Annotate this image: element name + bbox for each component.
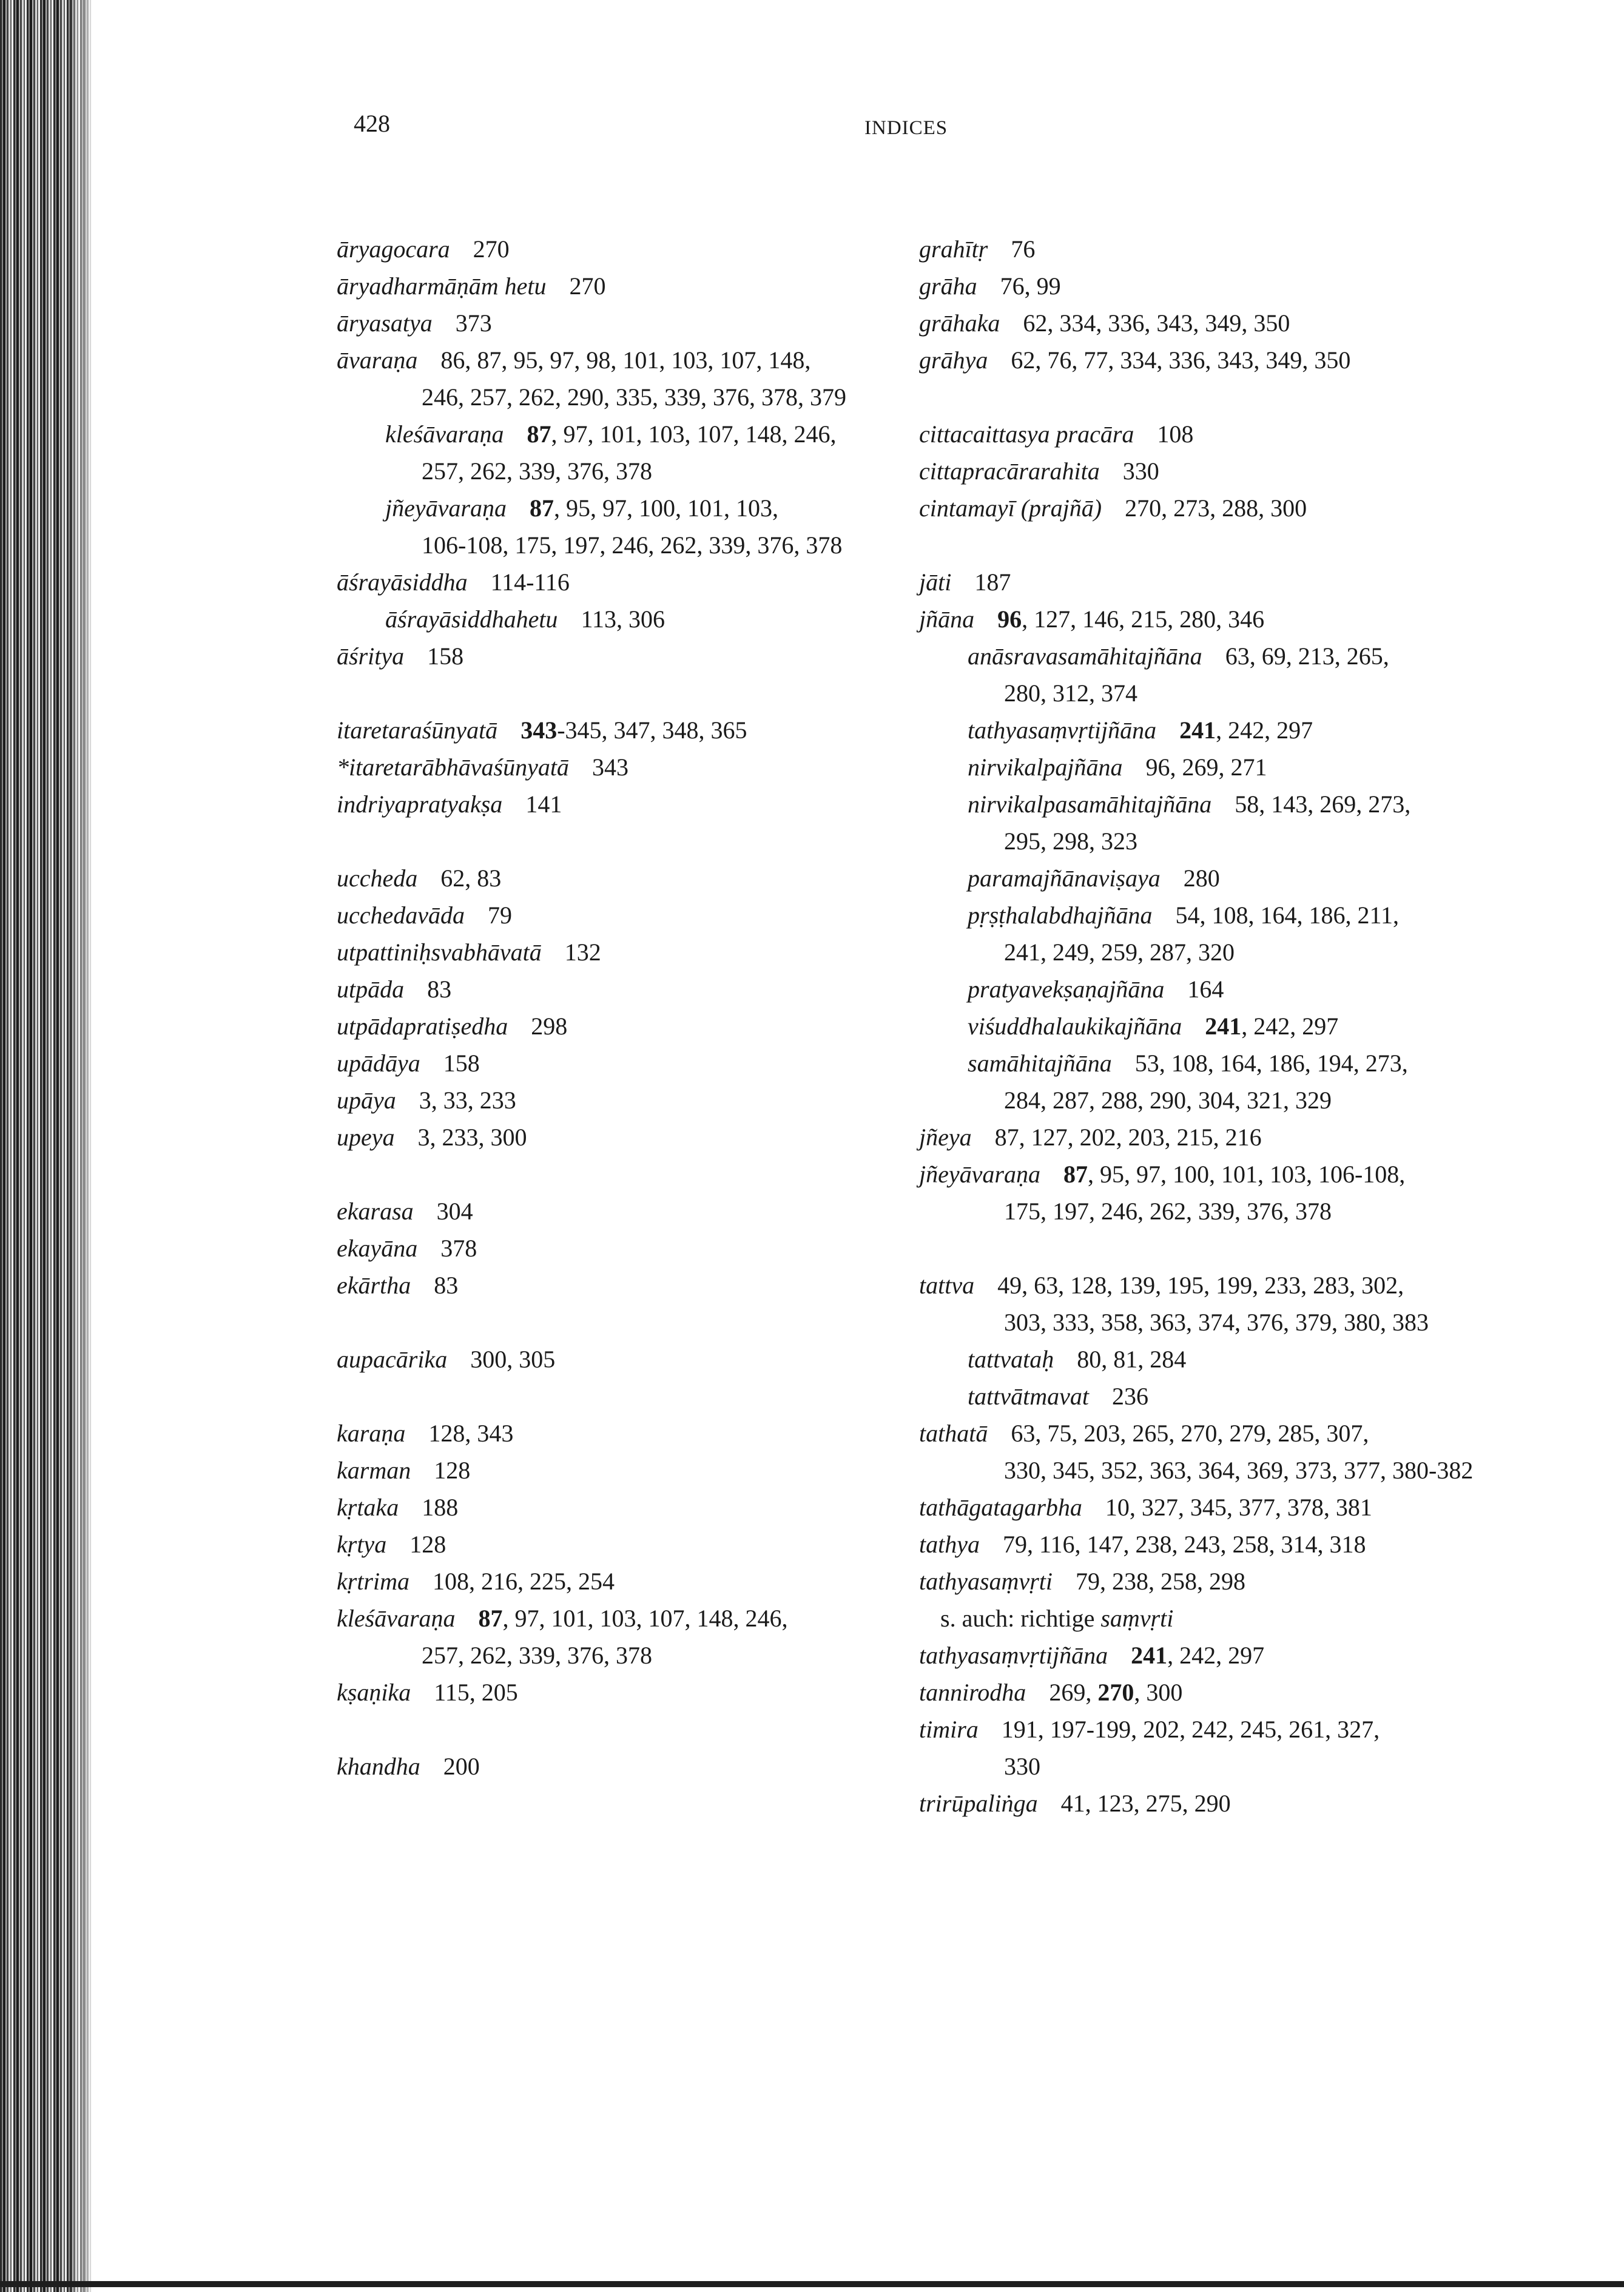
page-locators xyxy=(1011,235,1035,263)
page-locators xyxy=(456,309,492,337)
page-locators xyxy=(1179,716,1313,744)
index-term: āśrayāsiddhahetu xyxy=(385,605,558,633)
index-subentry xyxy=(919,860,1477,897)
index-term: kleśāvaraṇa xyxy=(337,1605,456,1632)
index-term: grāhaka xyxy=(919,309,1000,337)
index-entry xyxy=(919,453,1477,490)
index-entry xyxy=(919,490,1477,527)
page-reference: 343 xyxy=(591,753,628,781)
page-locators xyxy=(437,1198,473,1225)
index-term: grāhya xyxy=(919,346,988,374)
page-locators xyxy=(419,1087,516,1114)
page-locators xyxy=(1146,753,1267,781)
index-term: pṛṣṭhalabdhajñāna xyxy=(968,902,1153,929)
locator-continuation: 241, 249, 259, 287, 320 xyxy=(1004,939,1235,966)
index-term: kleśāvaraṇa xyxy=(385,420,504,448)
page-reference: 128 xyxy=(434,1457,471,1484)
page-locators xyxy=(434,1272,458,1299)
index-entry xyxy=(919,1156,1477,1230)
page-locators xyxy=(1131,1642,1264,1669)
page-locators xyxy=(527,420,837,448)
index-term: grahītṛ xyxy=(919,235,988,263)
index-term: utpattiniḥsvabhāvatā xyxy=(337,939,542,966)
page-locators xyxy=(592,753,628,781)
section-gap xyxy=(337,1378,877,1415)
page-locators xyxy=(565,939,601,966)
page-reference: , 97, 101, 103, 107, 148, 246, xyxy=(551,420,837,448)
page-reference: 270, 273, 288, 300 xyxy=(1125,494,1307,522)
index-term: jñeya xyxy=(919,1124,972,1151)
index-term: pratyavekṣaṇajñāna xyxy=(968,976,1165,1003)
page-reference: 373 xyxy=(455,309,492,337)
index-term: tathya xyxy=(919,1531,980,1558)
main-reference: 87 xyxy=(1063,1161,1088,1188)
index-entry xyxy=(337,897,877,934)
page-locators xyxy=(1187,976,1224,1003)
page-locators xyxy=(997,605,1264,633)
page-locators xyxy=(525,790,562,818)
index-entry xyxy=(337,1193,877,1230)
page-locators xyxy=(1225,642,1389,670)
index-term: aupacārika xyxy=(337,1346,448,1373)
page-locators xyxy=(1023,309,1290,337)
page-reference: 86, 87, 95, 97, 98, 101, 103, 107, 148, xyxy=(440,346,811,374)
page-reference: 79, 116, 147, 238, 243, 258, 314, 318 xyxy=(1002,1531,1366,1558)
index-term: indriyapratyakṣa xyxy=(337,790,503,818)
page-locators xyxy=(997,1272,1404,1299)
index-entry xyxy=(919,1415,1477,1489)
main-reference: 96 xyxy=(997,605,1022,633)
index-term: *itaretarābhāvaśūnyatā xyxy=(337,753,569,781)
index-term: tathyasaṃvṛtijñāna xyxy=(968,716,1157,744)
index-entry xyxy=(337,1045,877,1082)
main-reference: 270 xyxy=(1097,1679,1134,1706)
index-term: paramajñānaviṣaya xyxy=(968,865,1161,892)
page-reference: , 242, 297 xyxy=(1241,1013,1339,1040)
page-locators xyxy=(1011,1420,1369,1447)
page-reference: 62, 76, 77, 334, 336, 343, 349, 350 xyxy=(1011,346,1351,374)
page-locators xyxy=(1003,1531,1366,1558)
index-subentry xyxy=(919,1378,1477,1415)
main-reference: 241 xyxy=(1205,1013,1242,1040)
index-term: upeya xyxy=(337,1124,395,1151)
index-entry xyxy=(919,1711,1477,1785)
page-reference: 158 xyxy=(427,642,464,670)
page-reference: 188 xyxy=(422,1494,459,1521)
locator-continuation: 257, 262, 339, 376, 378 xyxy=(422,457,652,485)
index-term: karaṇa xyxy=(337,1420,406,1447)
index-subentry xyxy=(337,416,877,490)
index-column-right xyxy=(919,231,1477,1822)
page-reference: , 95, 97, 100, 101, 103, 106-108, xyxy=(1087,1161,1406,1188)
page-reference: 53, 108, 164, 186, 194, 273, xyxy=(1134,1050,1408,1077)
index-term: trirūpaliṅga xyxy=(919,1790,1038,1817)
page-reference: 63, 69, 213, 265, xyxy=(1225,642,1389,670)
page-reference: 62, 334, 336, 343, 349, 350 xyxy=(1023,309,1290,337)
locator-continuation: 303, 333, 358, 363, 374, 376, 379, 380, 383 xyxy=(1004,1309,1429,1336)
index-entry xyxy=(337,1526,877,1563)
page-locators xyxy=(1049,1679,1182,1706)
main-reference: 87 xyxy=(527,420,551,448)
index-term: nirvikalpasamāhitajñāna xyxy=(968,790,1212,818)
page-reference: , 242, 297 xyxy=(1216,716,1313,744)
page-reference: , 242, 297 xyxy=(1167,1642,1265,1669)
index-entry xyxy=(337,712,877,749)
locator-continuation: 330, 345, 352, 363, 364, 369, 373, 377, 380-382 xyxy=(1004,1457,1474,1484)
index-term: ucchedavāda xyxy=(337,902,465,929)
index-entry xyxy=(919,231,1477,268)
index-term: āvaraṇa xyxy=(337,346,418,374)
page-locators xyxy=(1112,1383,1148,1410)
main-reference: 343 xyxy=(521,716,558,744)
index-term: kṛtya xyxy=(337,1531,387,1558)
page-reference: 187 xyxy=(974,568,1011,596)
main-reference: 87 xyxy=(478,1605,503,1632)
index-term: kṛtaka xyxy=(337,1494,399,1521)
page-reference: 280 xyxy=(1183,865,1220,892)
index-term: ekārtha xyxy=(337,1272,411,1299)
page-locators xyxy=(1077,1346,1186,1373)
page-reference: 270 xyxy=(569,272,606,300)
page-locators xyxy=(995,1124,1262,1151)
index-subentry xyxy=(919,1008,1477,1045)
index-entry xyxy=(919,1267,1477,1341)
page-reference: 191, 197-199, 202, 242, 245, 261, 327, xyxy=(1001,1716,1380,1743)
section-gap xyxy=(919,527,1477,564)
page-locators xyxy=(530,494,778,522)
index-term: kṣaṇika xyxy=(337,1679,411,1706)
locator-continuation: 246, 257, 262, 290, 335, 339, 376, 378, 379 xyxy=(422,383,846,411)
index-entry xyxy=(919,342,1477,379)
page-reference: 270 xyxy=(473,235,510,263)
page-locators xyxy=(1000,272,1061,300)
section-gap xyxy=(337,675,877,712)
page-locators xyxy=(428,1420,513,1447)
page-reference: 114-116 xyxy=(490,568,570,596)
section-gap xyxy=(919,1230,1477,1267)
page-reference: 3, 233, 300 xyxy=(417,1124,527,1151)
locator-continuation: 295, 298, 323 xyxy=(1004,827,1137,855)
page-locators xyxy=(531,1013,567,1040)
index-term: karman xyxy=(337,1457,411,1484)
index-entry xyxy=(337,1008,877,1045)
index-subentry xyxy=(919,638,1477,712)
page-locators xyxy=(1011,346,1350,374)
page-reference: 300, 305 xyxy=(470,1346,556,1373)
index-term: tathyasaṃvṛtijñāna xyxy=(919,1642,1108,1669)
index-entry xyxy=(919,1489,1477,1526)
page-locators xyxy=(1063,1161,1405,1188)
section-gap xyxy=(337,1711,877,1748)
section-gap xyxy=(337,1156,877,1193)
main-reference: 241 xyxy=(1131,1642,1168,1669)
page-number: 428 xyxy=(354,110,390,137)
page-locators xyxy=(521,716,747,744)
index-term: tannirodha xyxy=(919,1679,1026,1706)
page-reference: , 127, 146, 215, 280, 346 xyxy=(1022,605,1265,633)
index-term: anāsravasamāhitajñāna xyxy=(968,642,1202,670)
page-locators xyxy=(1235,790,1410,818)
page-reference: 83 xyxy=(427,976,452,1003)
main-reference: 241 xyxy=(1179,716,1216,744)
index-term: tathyasaṃvṛti xyxy=(919,1568,1053,1595)
page-reference: 330 xyxy=(1122,457,1159,485)
index-term: jñeyāvaraṇa xyxy=(385,494,507,522)
page-locators xyxy=(427,642,463,670)
index-term: samāhitajñāna xyxy=(968,1050,1112,1077)
page-reference: 79 xyxy=(488,902,513,929)
page-reference: 128, 343 xyxy=(428,1420,514,1447)
index-entry xyxy=(337,1415,877,1452)
page-reference: 141 xyxy=(525,790,562,818)
index-entry xyxy=(337,638,877,675)
page-reference: 41, 123, 275, 290 xyxy=(1060,1790,1231,1817)
index-term: tattvataḥ xyxy=(968,1346,1054,1373)
page-locators xyxy=(1205,1013,1338,1040)
index-entry xyxy=(337,1341,877,1378)
index-subentry xyxy=(919,786,1477,860)
index-term: jñeyāvaraṇa xyxy=(919,1161,1040,1188)
page-locators xyxy=(1076,1568,1245,1595)
section-gap xyxy=(337,1304,877,1341)
locator-continuation: 280, 312, 374 xyxy=(1004,679,1137,707)
locator-continuation: 106-108, 175, 197, 246, 262, 339, 376, 378 xyxy=(422,531,843,559)
page-locators xyxy=(974,568,1011,596)
index-subentry xyxy=(919,971,1477,1008)
index-term: āryadharmāṇām hetu xyxy=(337,272,547,300)
index-entry xyxy=(919,564,1477,601)
index-entry xyxy=(337,1119,877,1156)
index-term: tattva xyxy=(919,1272,975,1299)
page-reference: 63, 75, 203, 265, 270, 279, 285, 307, xyxy=(1011,1420,1369,1447)
index-entry xyxy=(919,1563,1477,1600)
page-locators xyxy=(434,1457,470,1484)
index-entry xyxy=(337,305,877,342)
index-term: khandha xyxy=(337,1753,420,1780)
index-entry xyxy=(337,1452,877,1489)
index-subentry xyxy=(919,1341,1477,1378)
index-term: cittacaittasya pracāra xyxy=(919,420,1134,448)
page-reference: 378 xyxy=(440,1235,477,1262)
page-reference: 164 xyxy=(1187,976,1224,1003)
index-entry xyxy=(337,786,877,823)
index-entry xyxy=(337,1267,877,1304)
locator-continuation: 284, 287, 288, 290, 304, 321, 329 xyxy=(1004,1087,1332,1114)
index-term: ekarasa xyxy=(337,1198,414,1225)
page-reference: 49, 63, 128, 139, 195, 199, 233, 283, 302, xyxy=(997,1272,1404,1299)
scan-bottom-edge xyxy=(0,2281,1624,2287)
index-entry xyxy=(337,564,877,601)
index-term: tathāgatagarbha xyxy=(919,1494,1082,1521)
page-locators xyxy=(479,1605,788,1632)
section-gap xyxy=(337,823,877,860)
page-reference: 113, 306 xyxy=(581,605,665,633)
index-column-left xyxy=(337,231,877,1785)
spine-shadow xyxy=(67,0,103,2292)
index-entry xyxy=(919,1637,1477,1674)
index-entry xyxy=(919,1119,1477,1156)
index-entry xyxy=(337,934,877,971)
index-entry xyxy=(337,1748,877,1785)
index-subentry xyxy=(919,749,1477,786)
main-reference: 87 xyxy=(529,494,554,522)
page-reference: 76, 99 xyxy=(1000,272,1061,300)
page-reference: 58, 143, 269, 273, xyxy=(1235,790,1411,818)
index-term: upāya xyxy=(337,1087,396,1114)
index-entry xyxy=(919,1674,1477,1711)
index-entry xyxy=(337,860,877,897)
page-reference: 158 xyxy=(443,1050,480,1077)
page-reference: 298 xyxy=(531,1013,568,1040)
index-entry xyxy=(337,971,877,1008)
page-reference: 87, 127, 202, 203, 215, 216 xyxy=(994,1124,1262,1151)
page-reference: 62, 83 xyxy=(440,865,502,892)
index-subentry xyxy=(337,601,877,638)
page-locators xyxy=(470,1346,555,1373)
page-locators xyxy=(434,1679,518,1706)
index-term: uccheda xyxy=(337,865,418,892)
section-gap xyxy=(919,379,1477,416)
page-locators xyxy=(570,272,606,300)
locator-continuation: 330 xyxy=(1004,1753,1040,1780)
page-locators xyxy=(1125,494,1307,522)
page-locators xyxy=(1002,1716,1380,1743)
page-reference: 79, 238, 258, 298 xyxy=(1075,1568,1245,1595)
index-entry xyxy=(337,1082,877,1119)
page-locators xyxy=(473,235,510,263)
index-see-also xyxy=(919,1600,1477,1637)
index-term: grāha xyxy=(919,272,977,300)
page-reference: 80, 81, 284 xyxy=(1077,1346,1187,1373)
index-term: āryasatya xyxy=(337,309,433,337)
index-term: āśritya xyxy=(337,642,405,670)
page-locators xyxy=(491,568,570,596)
index-term: āśrayāsiddha xyxy=(337,568,468,596)
page-locators xyxy=(581,605,665,633)
page-locators xyxy=(440,346,810,374)
page-reference: 83 xyxy=(434,1272,459,1299)
page-reference: 76 xyxy=(1011,235,1036,263)
index-entry xyxy=(919,305,1477,342)
see-also-text: s. auch: richtige xyxy=(940,1605,1101,1632)
page-reference: , 95, 97, 100, 101, 103, xyxy=(553,494,778,522)
page-locators xyxy=(443,1753,480,1780)
index-entry xyxy=(337,1489,877,1526)
page-reference: 236 xyxy=(1111,1383,1148,1410)
locator-continuation: 175, 197, 246, 262, 339, 376, 378 xyxy=(1004,1198,1332,1225)
locator-continuation: 257, 262, 339, 376, 378 xyxy=(422,1642,652,1669)
page-locators xyxy=(418,1124,527,1151)
index-term: jāti xyxy=(919,568,952,596)
index-entry xyxy=(919,416,1477,453)
page-reference: 115, 205 xyxy=(434,1679,518,1706)
page-locators xyxy=(422,1494,458,1521)
page-locators xyxy=(433,1568,615,1595)
page-locators xyxy=(1175,902,1399,929)
index-term: nirvikalpajñāna xyxy=(968,753,1123,781)
see-also-term: saṃvṛti xyxy=(1100,1605,1174,1632)
index-subentry xyxy=(337,490,877,564)
index-term: tathatā xyxy=(919,1420,988,1447)
index-term: viśuddhalaukikajñāna xyxy=(968,1013,1182,1040)
index-subentry xyxy=(919,897,1477,971)
index-term: itaretaraśūnyatā xyxy=(337,716,498,744)
index-term: upādāya xyxy=(337,1050,420,1077)
index-entry xyxy=(337,1674,877,1711)
index-entry xyxy=(919,268,1477,305)
index-entry xyxy=(337,231,877,268)
index-term: jñāna xyxy=(919,605,975,633)
page-locators xyxy=(1135,1050,1408,1077)
page-reference: , 300 xyxy=(1134,1679,1183,1706)
index-term: ekayāna xyxy=(337,1235,418,1262)
page-locators xyxy=(488,902,512,929)
index-term: cintamayī (prajñā) xyxy=(919,494,1102,522)
page-reference: 54, 108, 164, 186, 211, xyxy=(1175,902,1399,929)
index-term: utpāda xyxy=(337,976,405,1003)
page-locators xyxy=(409,1531,446,1558)
page-reference: 128 xyxy=(409,1531,446,1558)
index-entry xyxy=(337,1230,877,1267)
page-locators xyxy=(1061,1790,1231,1817)
index-term: tattvātmavat xyxy=(968,1383,1089,1410)
index-entry xyxy=(919,1785,1477,1822)
index-term: utpādapratiṣedha xyxy=(337,1013,508,1040)
page-locators xyxy=(440,1235,477,1262)
index-term: āryagocara xyxy=(337,235,450,263)
index-entry xyxy=(919,601,1477,638)
page-locators xyxy=(427,976,451,1003)
index-entry xyxy=(337,1600,877,1674)
page-locators xyxy=(1123,457,1159,485)
index-term: cittapracārarahita xyxy=(919,457,1100,485)
index-entry xyxy=(337,1563,877,1600)
page-reference: 304 xyxy=(436,1198,473,1225)
page-reference: 269, xyxy=(1049,1679,1098,1706)
page-reference: , 97, 101, 103, 107, 148, 246, xyxy=(502,1605,788,1632)
index-entry xyxy=(919,1526,1477,1563)
index-entry xyxy=(337,749,877,786)
page-locators xyxy=(443,1050,480,1077)
index-subentry xyxy=(919,712,1477,749)
page-locators xyxy=(1157,420,1193,448)
page-reference: -345, 347, 348, 365 xyxy=(557,716,747,744)
page-reference: 132 xyxy=(564,939,601,966)
page-locators xyxy=(440,865,501,892)
page-locators xyxy=(1105,1494,1372,1521)
running-head: INDICES xyxy=(864,117,948,139)
index-entry xyxy=(337,268,877,305)
page-reference: 200 xyxy=(443,1753,480,1780)
page-reference: 96, 269, 271 xyxy=(1145,753,1267,781)
index-term: timira xyxy=(919,1716,979,1743)
index-subentry xyxy=(919,1045,1477,1119)
page-reference: 10, 327, 345, 377, 378, 381 xyxy=(1105,1494,1372,1521)
page-reference: 3, 33, 233 xyxy=(419,1087,516,1114)
page-locators xyxy=(1184,865,1220,892)
index-entry xyxy=(337,342,877,416)
page-reference: 108, 216, 225, 254 xyxy=(433,1568,615,1595)
index-term: kṛtrima xyxy=(337,1568,409,1595)
page-reference: 108 xyxy=(1157,420,1194,448)
